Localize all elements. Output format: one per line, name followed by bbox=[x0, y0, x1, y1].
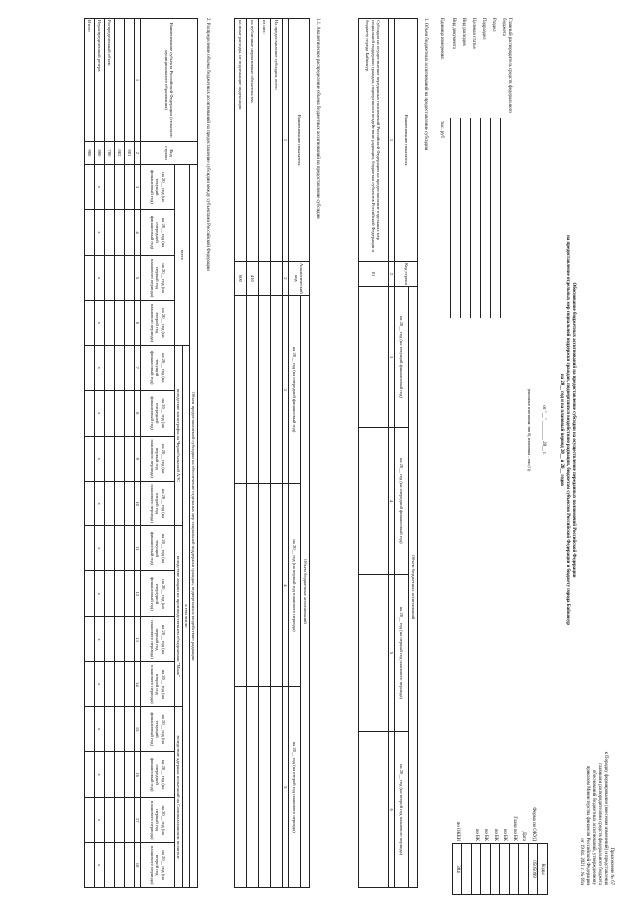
s2-cell bbox=[124, 301, 134, 346]
s2-col-number: 14 bbox=[134, 662, 140, 707]
codes-row bbox=[529, 770, 539, 895]
form-field bbox=[460, 18, 470, 318]
s2-cell bbox=[84, 662, 94, 707]
codes-value bbox=[462, 844, 472, 895]
s11-number-row bbox=[282, 19, 288, 888]
codes-label: Дата bbox=[521, 831, 527, 841]
s1-col-number: 5 bbox=[388, 574, 394, 732]
s2-cell bbox=[84, 843, 94, 888]
codes-row bbox=[519, 770, 529, 895]
s1-cell bbox=[358, 574, 388, 732]
form-field-label: Целевая статья bbox=[471, 18, 476, 49]
codes-label: по БК bbox=[483, 828, 489, 841]
s2-cell bbox=[104, 345, 114, 390]
s2-col-number: 17 bbox=[134, 798, 140, 843]
s2-col-number: 16 bbox=[134, 752, 140, 798]
codes-value: 0505099 bbox=[529, 844, 539, 895]
s1-cell bbox=[358, 732, 388, 888]
s2-row bbox=[114, 19, 124, 888]
s2-cell bbox=[84, 210, 94, 256]
codes-row bbox=[491, 770, 501, 895]
s2-h-group: Объем предоставляемой субсидии на обеспечение отдельных мер социальной поддержки граждан, подвергшихся воздействию радиации bbox=[190, 165, 198, 888]
codes-value bbox=[472, 844, 482, 895]
s2-cell bbox=[124, 571, 134, 617]
s1-h-name: Наименование показателя bbox=[395, 19, 418, 262]
s2-row-name: Распределенный объем bbox=[104, 19, 114, 142]
form-field-line bbox=[490, 118, 498, 318]
s2-h-incl: в том числе: bbox=[183, 345, 190, 887]
s1-number-row bbox=[388, 19, 394, 888]
s2-cell bbox=[114, 390, 124, 436]
s2-cell: x bbox=[94, 345, 104, 390]
s2-cell bbox=[124, 843, 134, 888]
s2-cell bbox=[104, 436, 114, 481]
section11-table bbox=[234, 18, 310, 888]
s2-cell bbox=[84, 617, 94, 662]
s2-row-name bbox=[114, 19, 124, 142]
s2-h-sub1: вследствие катастрофы на Чернобыльской АЭС bbox=[175, 345, 183, 526]
s2-row-code: 700 bbox=[104, 142, 114, 165]
s2-row-code: 001 bbox=[124, 142, 134, 165]
change-note: (вносимые изменения: тип 0), изменения – тип (1)) bbox=[527, 388, 531, 472]
unit-label: Единица измерения: bbox=[439, 18, 444, 60]
s2-col-number: 10 bbox=[134, 481, 140, 526]
form-field-label: Вид расходов bbox=[461, 18, 466, 46]
s2-cell bbox=[124, 707, 134, 752]
s11-h-group: Объем бюджетных ассигнований bbox=[301, 295, 310, 887]
s2-col-number: 7 bbox=[134, 345, 140, 390]
s2-h-year: на 20__ год (на первый год планового периода) bbox=[141, 256, 175, 301]
s2-cell bbox=[104, 843, 114, 888]
s2-h-total: всего bbox=[175, 165, 190, 346]
form-field-label: Главный распорядитель средств федерального бюджета bbox=[501, 18, 512, 113]
section11-title: 1.1. Аналитическое распределение объема бюджетных ассигнований на предоставление субсидии bbox=[315, 18, 320, 219]
s2-cell bbox=[104, 617, 114, 662]
s11-h-y3: на 20__ год (на второй год планового периода) bbox=[289, 687, 301, 888]
s2-cell bbox=[84, 752, 94, 798]
s2-row-code: 800 bbox=[94, 142, 104, 165]
s1-row-code: 01 bbox=[358, 262, 388, 287]
s2-cell bbox=[84, 301, 94, 346]
s11-row-name: На предоставление субсидии, всего bbox=[270, 19, 282, 262]
s2-cell: x bbox=[94, 798, 104, 843]
s11-row-code: 410 bbox=[246, 262, 258, 296]
s11-row-code bbox=[258, 262, 270, 296]
section2-title: 2. Распределение объема бюджетных ассигнований на предоставление субсидии между субъектами Российской Федерации bbox=[205, 18, 210, 271]
codes-row bbox=[500, 770, 510, 895]
s2-cell bbox=[104, 707, 114, 752]
title-line-1: Обоснование бюджетных ассигнований на предоставление субсидии на осуществление переданных полномочий Российской Федерации bbox=[571, 282, 576, 578]
s2-cell bbox=[104, 798, 114, 843]
codes-value bbox=[510, 844, 520, 895]
s1-col-number: 1 bbox=[388, 19, 394, 262]
s11-col-number: 5 bbox=[282, 687, 288, 888]
title-line-3: на 20__ год и на плановый период 20__ и 20__ годов bbox=[559, 374, 564, 486]
s1-cell bbox=[358, 427, 388, 574]
codes-value bbox=[519, 844, 529, 895]
s11-row-name: из них: bbox=[258, 19, 270, 262]
form-field-line bbox=[470, 118, 478, 318]
s2-cell bbox=[124, 390, 134, 436]
s2-cell bbox=[104, 662, 114, 707]
s2-cell: x bbox=[94, 526, 104, 571]
s11-cell bbox=[270, 295, 282, 484]
appendix-line: обоснований бюджетных ассигнований, утвержденному bbox=[591, 769, 596, 885]
form-field-line bbox=[500, 118, 508, 318]
s2-row-code: 002 bbox=[114, 142, 124, 165]
s2-row-name bbox=[124, 19, 134, 142]
s2-cell bbox=[104, 571, 114, 617]
form-field bbox=[490, 18, 500, 318]
s2-cell bbox=[84, 436, 94, 481]
s2-col-number: 11 bbox=[134, 526, 140, 571]
s2-h-year: на 20__ год (на первый год планового периода) bbox=[141, 617, 175, 662]
s11-row bbox=[234, 19, 246, 888]
s2-cell: x bbox=[94, 707, 104, 752]
s2-cell bbox=[84, 707, 94, 752]
codes-row bbox=[472, 770, 482, 895]
s2-h-sub3: вследствие ядерных испытаний на Семипалатинском полигоне bbox=[175, 707, 183, 888]
s2-h-code: Код строки bbox=[141, 142, 198, 165]
s2-cell: x bbox=[94, 390, 104, 436]
s11-col-number: 2 bbox=[282, 262, 288, 296]
s2-h-year: на 20__ год (на очередной финансовый год) bbox=[141, 752, 175, 798]
unit-line bbox=[438, 18, 444, 138]
s2-cell bbox=[104, 301, 114, 346]
s11-h-y2: на 20__ год (на первый год планового периода) bbox=[289, 484, 301, 687]
s2-cell bbox=[104, 481, 114, 526]
form-field-line bbox=[480, 118, 488, 318]
s2-cell bbox=[114, 617, 124, 662]
codes-label bbox=[462, 770, 472, 844]
s2-col-number: 3 bbox=[134, 165, 140, 210]
s2-col-number: 12 bbox=[134, 571, 140, 617]
s11-row-name: на публичные нормативные обязательства bbox=[246, 19, 258, 262]
s11-row-code bbox=[270, 262, 282, 296]
section2-table bbox=[84, 18, 198, 888]
appendix-title: Приложение № 67 bbox=[609, 847, 614, 885]
s2-cell: x bbox=[94, 210, 104, 256]
s1-col-number: 2 bbox=[388, 262, 394, 287]
form-field bbox=[500, 18, 510, 318]
s2-cell bbox=[114, 481, 124, 526]
form-field bbox=[480, 18, 490, 318]
appendix-line: главными распорядителями средств федерального бюджета bbox=[597, 763, 602, 885]
s2-cell bbox=[124, 662, 134, 707]
s11-cell bbox=[258, 484, 270, 687]
s11-row-name: на иные расходы, не подлежащие индексации bbox=[234, 19, 246, 262]
s2-cell bbox=[104, 752, 114, 798]
s2-cell bbox=[104, 165, 114, 210]
s11-row bbox=[258, 19, 270, 888]
s11-col-number: 1 bbox=[282, 19, 288, 262]
s2-col-number: 5 bbox=[134, 256, 140, 301]
codes-row bbox=[481, 770, 491, 895]
s1-col-number: 6 bbox=[388, 732, 394, 888]
codes-row bbox=[462, 770, 472, 895]
s2-cell bbox=[84, 390, 94, 436]
codes-value: 384 bbox=[453, 844, 463, 895]
s2-row-name: Итого bbox=[84, 19, 94, 142]
s2-col-number: 4 bbox=[134, 210, 140, 256]
s2-h-year: на 20__ год (на текущий финансовый год) bbox=[141, 345, 175, 390]
s2-number-row bbox=[134, 19, 140, 888]
form-field-line bbox=[460, 118, 468, 318]
s2-h-year: на 20__ год (на текущий финансовый год) bbox=[141, 707, 175, 752]
s11-col-number: 3 bbox=[282, 295, 288, 484]
s2-h-year: на 20__ год (на второй год планового периода) bbox=[141, 301, 175, 346]
s2-row bbox=[84, 19, 94, 888]
s2-row-name: Нераспределенный резерв bbox=[94, 19, 104, 142]
form-field-label: Подраздел bbox=[481, 18, 486, 40]
s2-col-number: 1 bbox=[134, 19, 140, 142]
codes-label: по БК bbox=[502, 828, 508, 841]
fields-block bbox=[450, 18, 510, 318]
s2-cell bbox=[114, 345, 124, 390]
s2-cell: x bbox=[94, 165, 104, 210]
codes-value bbox=[491, 844, 501, 895]
codes-label: по БК bbox=[492, 828, 498, 841]
s2-h-year: на 20__ год (на второй год планового периода) bbox=[141, 662, 175, 707]
s2-h-year: на 20__ год (на первый год планового периода) bbox=[141, 436, 175, 481]
codes-row bbox=[510, 770, 520, 895]
codes-row bbox=[453, 770, 463, 895]
s2-cell bbox=[124, 345, 134, 390]
codes-label: по ОКЕИ bbox=[454, 821, 460, 841]
s11-cell bbox=[246, 484, 258, 687]
s2-row bbox=[94, 19, 104, 888]
s11-cell bbox=[270, 484, 282, 687]
s2-cell bbox=[124, 481, 134, 526]
s11-h-code: Аналитический код bbox=[289, 262, 310, 296]
s1-h-y1: на 20__ год (на текущий финансовый год) bbox=[395, 287, 409, 428]
codes-label: Форма по ОКУД bbox=[530, 807, 536, 841]
s2-cell bbox=[84, 345, 94, 390]
s1-h-group: Объем бюджетных ассигнований bbox=[409, 287, 418, 888]
s2-cell bbox=[114, 843, 124, 888]
s2-h-sub2: вследствие аварии на производственном объединении "Маяк" bbox=[175, 526, 183, 707]
s11-row bbox=[270, 19, 282, 888]
appendix-line: к Порядку формирования (внесения изменений) и представления bbox=[603, 751, 608, 885]
s2-cell bbox=[124, 256, 134, 301]
s2-cell bbox=[124, 526, 134, 571]
form-field bbox=[470, 18, 480, 318]
s11-col-number: 4 bbox=[282, 484, 288, 687]
s2-cell bbox=[114, 571, 124, 617]
s2-h-year: на 20__ год (на очередной финансовый год) bbox=[141, 571, 175, 617]
s2-col-number: 2 bbox=[134, 142, 140, 165]
form-field-label: Вид документа bbox=[451, 18, 456, 49]
s11-cell bbox=[270, 687, 282, 888]
s2-h-year: на 20__ год (на очередной финансовый год) bbox=[141, 210, 175, 256]
s2-cell bbox=[124, 210, 134, 256]
s2-cell bbox=[114, 210, 124, 256]
s2-cell bbox=[124, 752, 134, 798]
s2-cell: x bbox=[94, 301, 104, 346]
s1-h-code: Код строки bbox=[395, 262, 418, 287]
date-line: от "__" ________ 20__ г. bbox=[541, 405, 546, 455]
s2-col-number: 8 bbox=[134, 390, 140, 436]
s2-h-year: на 20__ год (на второй год планового периода) bbox=[141, 843, 175, 888]
s11-row bbox=[246, 19, 258, 888]
s2-cell bbox=[84, 526, 94, 571]
s11-h-name: Наименование показателя bbox=[289, 19, 310, 262]
section1-title: 1. Объем бюджетных ассигнований на предоставление субсидии bbox=[423, 18, 428, 151]
title-block bbox=[526, 130, 576, 730]
appendix-block bbox=[578, 700, 614, 885]
s11-cell bbox=[246, 295, 258, 484]
s2-row bbox=[124, 19, 134, 888]
form-field-line bbox=[450, 118, 458, 318]
s2-cell bbox=[114, 798, 124, 843]
unit-value: тыс. руб bbox=[439, 120, 444, 138]
s2-col-number: 15 bbox=[134, 707, 140, 752]
appendix-lines bbox=[578, 700, 608, 885]
s11-cell bbox=[258, 687, 270, 888]
form-field-label: Раздел bbox=[491, 18, 496, 32]
s11-cell bbox=[246, 687, 258, 888]
s2-cell bbox=[114, 165, 124, 210]
s2-cell bbox=[84, 481, 94, 526]
s2-cell: x bbox=[94, 843, 104, 888]
s2-col-number: 18 bbox=[134, 843, 140, 888]
s2-cell bbox=[124, 798, 134, 843]
s2-cell: x bbox=[94, 571, 104, 617]
s11-cell bbox=[258, 295, 270, 484]
s2-cell bbox=[124, 165, 134, 210]
s2-cell bbox=[124, 617, 134, 662]
codes-label: по БК bbox=[473, 828, 479, 841]
s2-cell: x bbox=[94, 256, 104, 301]
s2-cell bbox=[104, 210, 114, 256]
s2-h-year: на 20__ год (на очередной финансовый год) bbox=[141, 390, 175, 436]
s11-cell bbox=[234, 484, 246, 687]
s11-cell bbox=[234, 687, 246, 888]
section1-table bbox=[358, 18, 418, 888]
s2-cell: x bbox=[94, 436, 104, 481]
s2-cell bbox=[104, 390, 114, 436]
s2-col-number: 9 bbox=[134, 436, 140, 481]
s2-cell bbox=[114, 662, 124, 707]
form-field bbox=[450, 18, 460, 318]
s2-cell: x bbox=[94, 617, 104, 662]
codes-label: Глава по БК bbox=[511, 816, 517, 841]
s2-h-name: Наименование субъекта Российской Федерации (сельского муниципального образования) bbox=[141, 19, 198, 142]
s2-col-number: 13 bbox=[134, 617, 140, 662]
appendix-line: от 19.04. 2021 г. № 66н bbox=[579, 838, 584, 885]
s2-cell bbox=[114, 256, 124, 301]
codes-header: Коды bbox=[538, 844, 548, 895]
codes-value bbox=[481, 844, 491, 895]
s2-cell bbox=[84, 571, 94, 617]
s11-row-code: 600 bbox=[234, 262, 246, 296]
appendix-line: приказом Министерства финансов Российской Федерации bbox=[585, 765, 590, 885]
s1-col-number: 4 bbox=[388, 427, 394, 574]
s11-h-y1: на 20__ год (на очередной финансовый год) bbox=[289, 295, 301, 484]
s2-cell: x bbox=[94, 481, 104, 526]
s1-col-number: 3 bbox=[388, 287, 394, 428]
s2-cell bbox=[124, 436, 134, 481]
s2-h-year: на 20__ год (на текущий финансовый год) bbox=[141, 526, 175, 571]
s2-cell bbox=[104, 256, 114, 301]
s2-h-year: на 20__ год (на первый год планового периода) bbox=[141, 798, 175, 843]
codes-block bbox=[452, 770, 548, 895]
s2-cell bbox=[84, 165, 94, 210]
s1-h-y2: на 20__ год (на очередной финансовый год) bbox=[395, 427, 409, 574]
s2-cell bbox=[114, 752, 124, 798]
s2-cell bbox=[84, 798, 94, 843]
s1-row-name: Субсидия на осуществление переданных полномочий Российской Федерации на предоставление отдельных мер социальной поддержки граждан, подвергшихся воздействию радиации, бюджетам субъектов Российской Федерации и бюджету города Байконур bbox=[358, 19, 388, 262]
s2-row-code: 900 bbox=[84, 142, 94, 165]
s11-cell bbox=[234, 295, 246, 484]
s2-h-year: на 20__ год (на второй год планового периода) bbox=[141, 481, 175, 526]
codes-table bbox=[452, 770, 548, 895]
s2-cell bbox=[104, 526, 114, 571]
s2-cell bbox=[114, 526, 124, 571]
s2-cell: x bbox=[94, 752, 104, 798]
s1-cell bbox=[358, 287, 388, 428]
s2-h-year: на 20__ год (на текущий финансовый год) bbox=[141, 165, 175, 210]
s1-h-y3: на 20__ год (на первый год планового периода) bbox=[395, 574, 409, 732]
s2-cell bbox=[114, 707, 124, 752]
s2-col-number: 6 bbox=[134, 301, 140, 346]
s1-h-y4: на 20__ год (на второй год планового периода) bbox=[395, 732, 409, 888]
codes-value bbox=[500, 844, 510, 895]
s2-cell bbox=[114, 301, 124, 346]
title-line-2: на предоставление отдельных мер социальной поддержки граждан, подвергшихся воздействию радиации, бюджетам субъектов Российской Федерации и бюджету города Байконур bbox=[565, 235, 570, 625]
s2-cell bbox=[114, 436, 124, 481]
s2-row bbox=[104, 19, 114, 888]
s2-cell bbox=[84, 256, 94, 301]
s2-cell: x bbox=[94, 662, 104, 707]
